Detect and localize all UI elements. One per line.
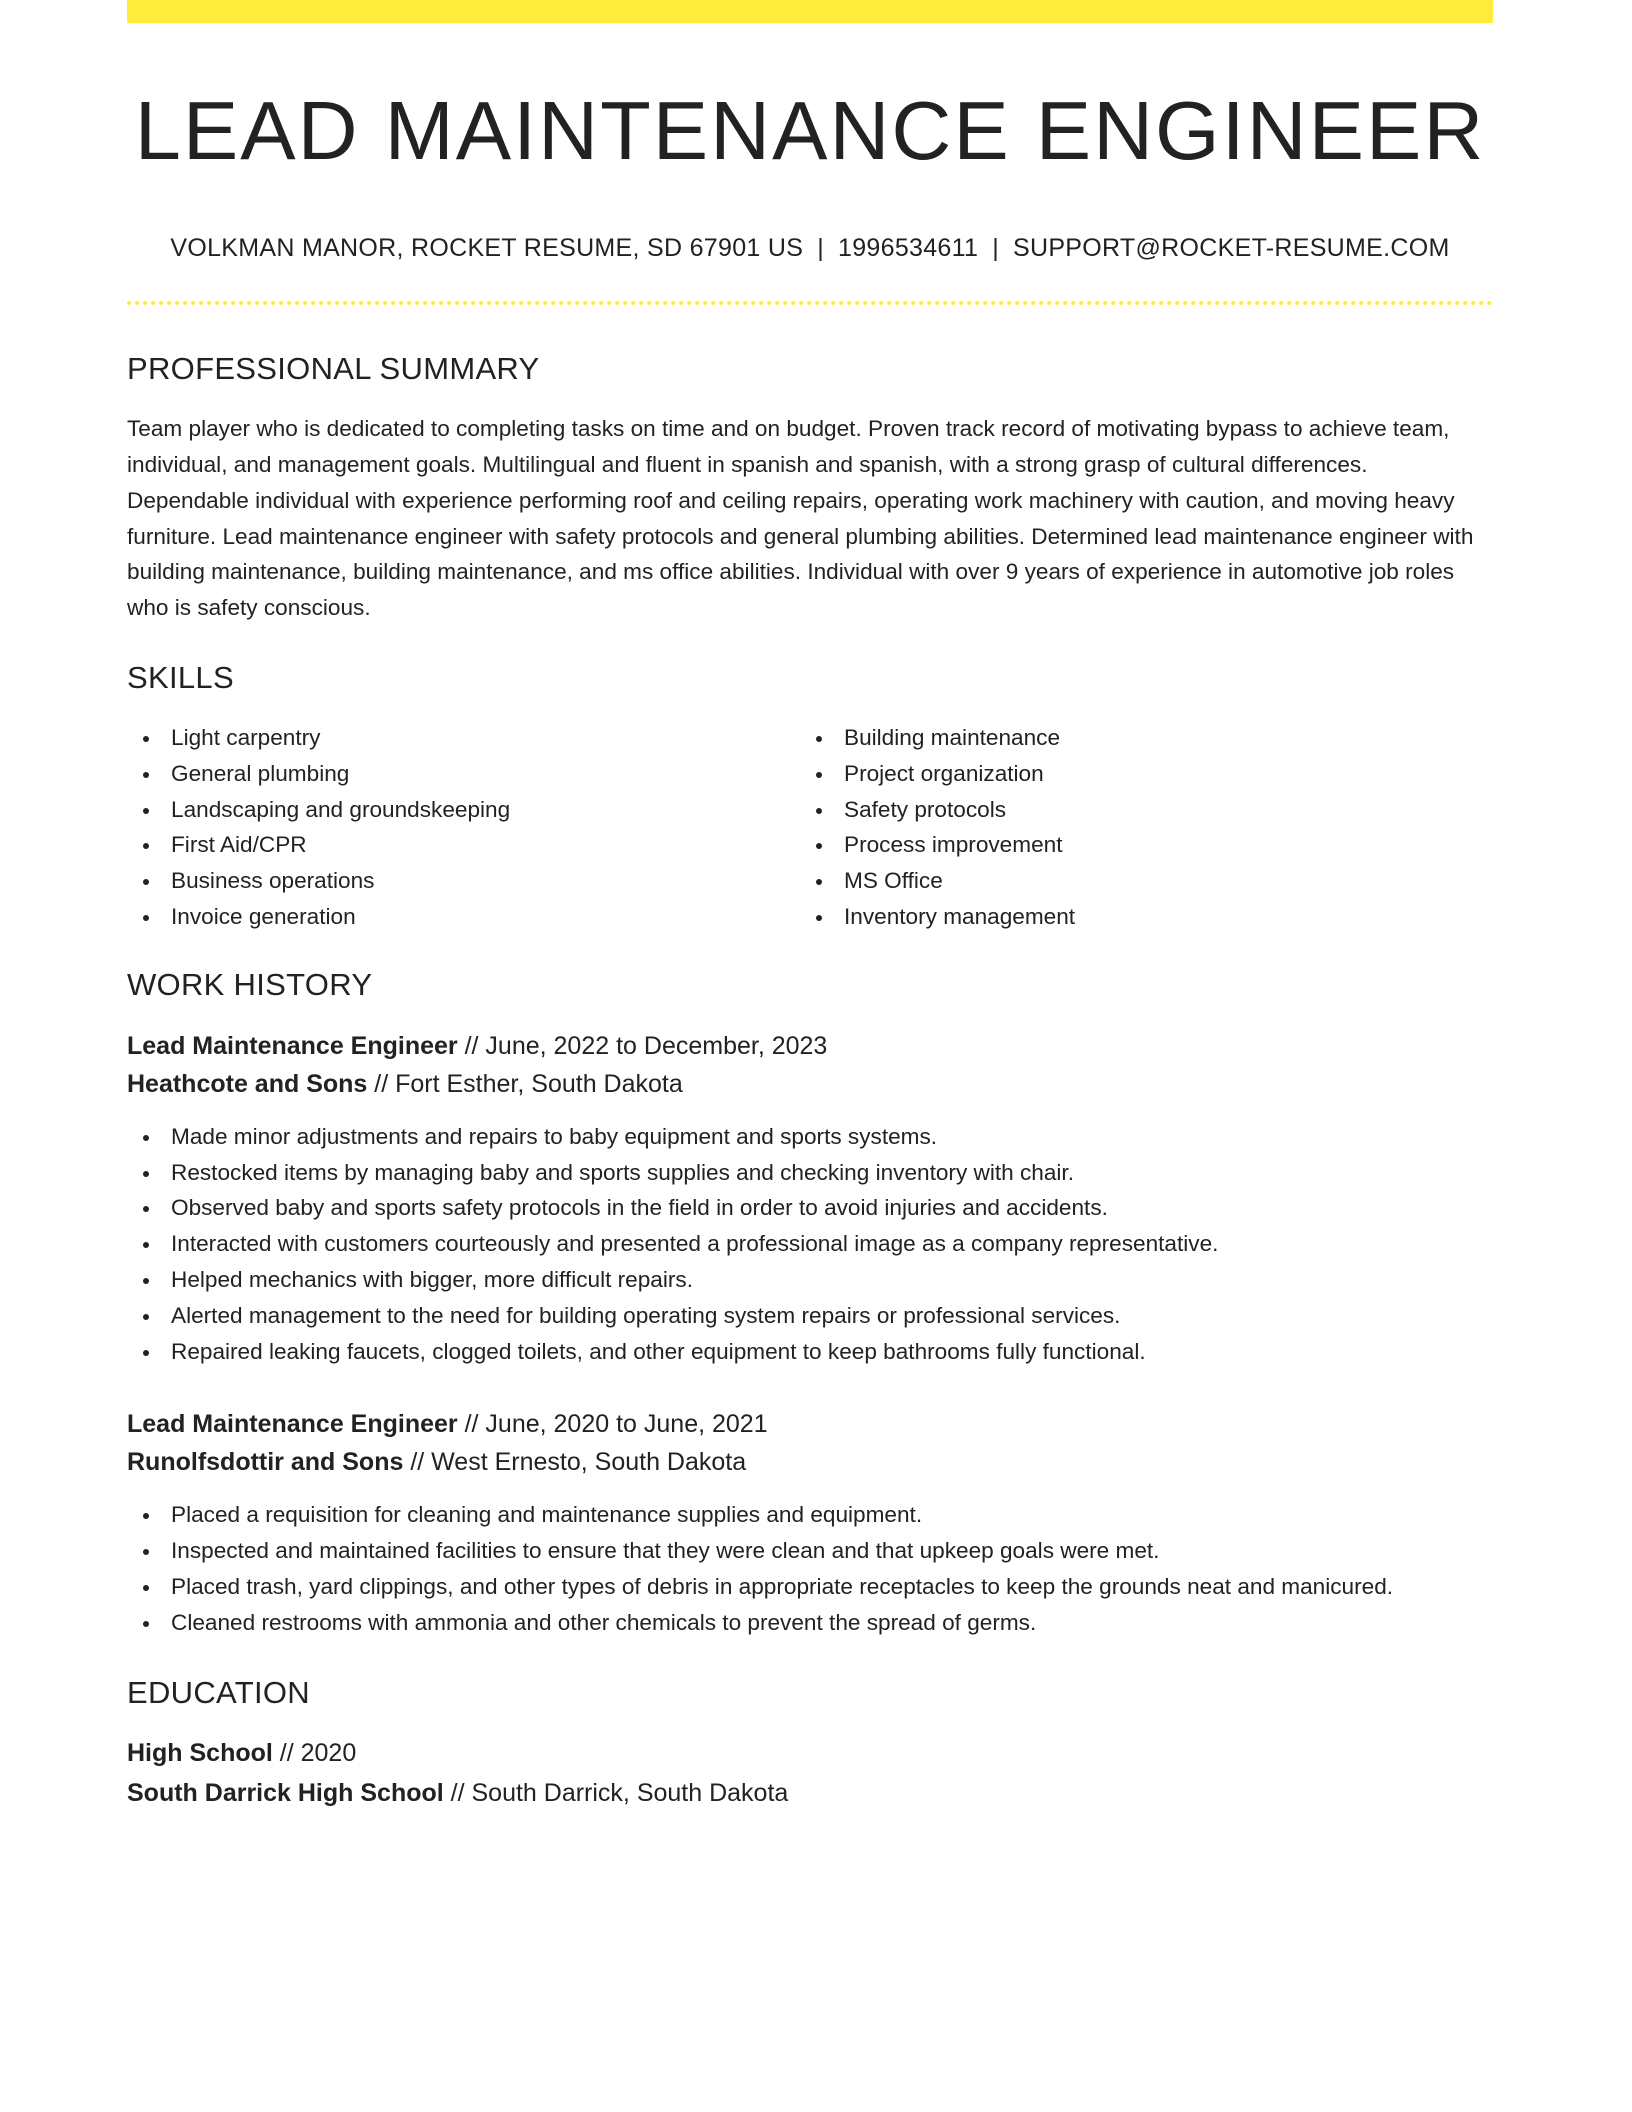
skill-item: MS Office: [800, 863, 1473, 899]
job-bullet: Made minor adjustments and repairs to baby equipment and sports systems.: [127, 1119, 1493, 1155]
resume-page: [127, 0, 1493, 1813]
summary-text: Team player who is dedicated to completing tasks on time and on budget. Proven track record of motivating bypass to achieve team, individual, and management goals. Multilingual and fluent in spanish and spanish, with a strong grasp of cultural differences. Dependable individual with experience performing roof and ceiling repairs, operating work machinery with caution, and moving heavy furniture. Lead maintenance engineer with safety protocols and general plumbing abilities. Determined lead maintenance engineer with building maintenance, building maintenance, and ms office abilities. Individual with over 9 years of experience in automotive job roles who is safety conscious.: [127, 416, 1474, 621]
skill-item: Landscaping and groundskeeping: [127, 792, 800, 828]
job-role-line: [127, 1027, 1493, 1065]
job-role: Lead Maintenance Engineer: [127, 1031, 458, 1060]
job-company: Heathcote and Sons: [127, 1069, 368, 1098]
skills-column-right: [800, 720, 1473, 935]
job-company-line: [127, 1065, 1493, 1103]
job-entry: [127, 1405, 1493, 1640]
education-school-line: [127, 1773, 1493, 1813]
job-role-line: [127, 1405, 1493, 1443]
job-bullets: [127, 1497, 1493, 1640]
contact-separator: |: [992, 234, 999, 263]
education-degree-line: [127, 1733, 1493, 1773]
work-history-section-title: WORK HISTORY: [127, 966, 373, 1002]
contact-line: [127, 234, 1493, 263]
skill-item: Light carpentry: [127, 720, 800, 756]
education-school: South Darrick High School: [127, 1778, 444, 1807]
education-degree: High School: [127, 1738, 273, 1767]
job-role: Lead Maintenance Engineer: [127, 1410, 458, 1439]
skill-item: Business operations: [127, 863, 800, 899]
skill-item: Invoice generation: [127, 899, 800, 935]
skill-item: General plumbing: [127, 756, 800, 792]
contact-email: SUPPORT@ROCKET-RESUME.COM: [1012, 234, 1450, 263]
skills-column-left: [127, 720, 800, 935]
job-bullet: Placed a requisition for cleaning and maintenance supplies and equipment.: [127, 1497, 1493, 1533]
job-bullets: [127, 1119, 1493, 1370]
contact-address: VOLKMAN MANOR, ROCKET RESUME, SD 67901 US: [170, 234, 804, 263]
skill-item: Project organization: [800, 756, 1473, 792]
skill-item: Safety protocols: [800, 792, 1473, 828]
accent-top-bar: [127, 0, 1493, 23]
job-bullet: Restocked items by managing baby and sports supplies and checking inventory with chair.: [127, 1155, 1493, 1191]
education-entry: [127, 1733, 1493, 1813]
skill-item: Process improvement: [800, 827, 1473, 863]
job-location: // West Ernesto, South Dakota: [403, 1448, 747, 1477]
job-bullet: Repaired leaking faucets, clogged toilets, and other equipment to keep bathrooms fully functional.: [127, 1334, 1493, 1370]
job-company: Runolfsdottir and Sons: [127, 1448, 404, 1477]
resume-name-heading: LEAD MAINTENANCE ENGINEER: [134, 84, 1486, 177]
skills-section-title: SKILLS: [127, 660, 234, 696]
job-bullet: Inspected and maintained facilities to ensure that they were clean and that upkeep goals were met.: [127, 1533, 1493, 1569]
education-section-title: EDUCATION: [127, 1674, 310, 1710]
job-entry: [127, 1027, 1493, 1370]
job-bullet: Cleaned restrooms with ammonia and other chemicals to prevent the spread of germs.: [127, 1605, 1493, 1641]
education-location: // South Darrick, South Dakota: [443, 1778, 789, 1807]
job-dates: // June, 2020 to June, 2021: [457, 1410, 768, 1439]
job-bullet: Alerted management to the need for building operating system repairs or professional services.: [127, 1298, 1493, 1334]
job-bullet: Helped mechanics with bigger, more difficult repairs.: [127, 1262, 1493, 1298]
job-company-line: [127, 1443, 1493, 1481]
skills-list: [127, 720, 1493, 935]
job-bullet: Observed baby and sports safety protocols in the field in order to avoid injuries and accidents.: [127, 1190, 1493, 1226]
job-bullet: Placed trash, yard clippings, and other types of debris in appropriate receptacles to keep the grounds neat and manicured.: [127, 1569, 1493, 1605]
job-location: // Fort Esther, South Dakota: [367, 1069, 683, 1098]
education-year: // 2020: [272, 1738, 357, 1767]
contact-phone: 1996534611: [838, 234, 979, 263]
job-bullet: Interacted with customers courteously and presented a professional image as a company representative.: [127, 1226, 1493, 1262]
skill-item: Building maintenance: [800, 720, 1473, 756]
contact-separator: |: [817, 234, 824, 263]
header-divider: [127, 301, 1493, 305]
job-dates: // June, 2022 to December, 2023: [457, 1031, 828, 1060]
skill-item: First Aid/CPR: [127, 827, 800, 863]
summary-section-title: PROFESSIONAL SUMMARY: [127, 351, 540, 387]
skill-item: Inventory management: [800, 899, 1473, 935]
